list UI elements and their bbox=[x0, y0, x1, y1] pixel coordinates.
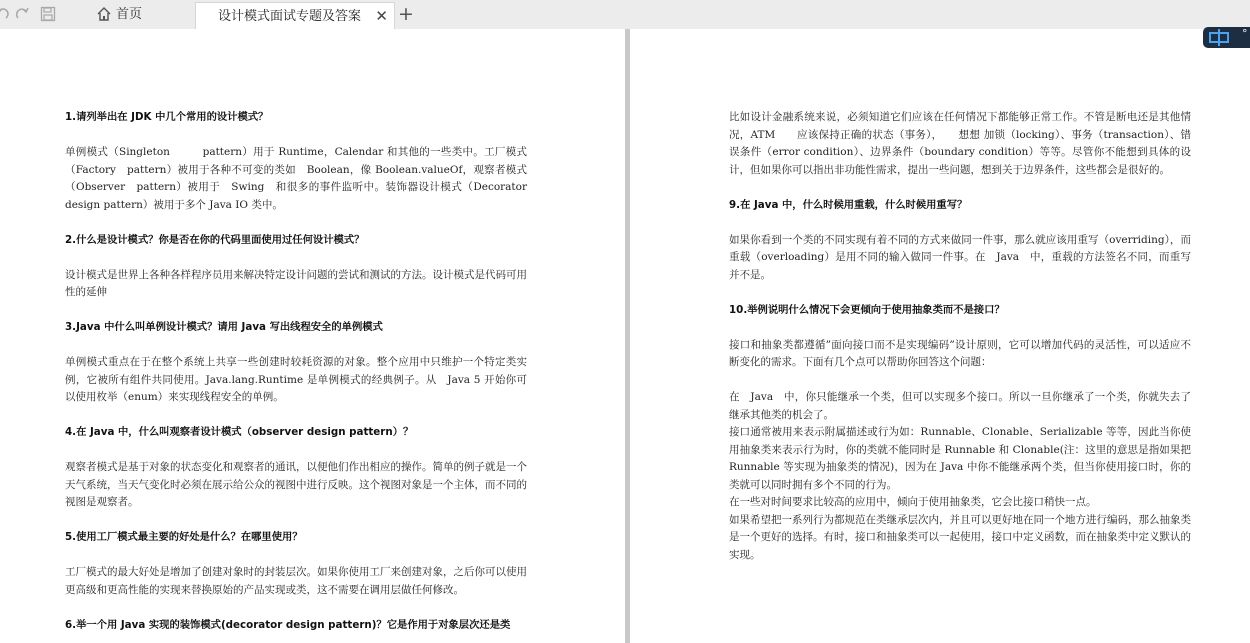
home-icon bbox=[96, 6, 112, 22]
new-tab-button[interactable]: + bbox=[398, 3, 414, 25]
left-page-content bbox=[65, 109, 527, 634]
question-heading: 4.在 Java 中，什么叫观察者设计模式（observer design pattern）？ bbox=[65, 426, 414, 438]
tab-home[interactable] bbox=[86, 0, 192, 29]
paragraph: 设计模式是世界上各种各样程序员用来解决特定设计问题的尝试和测试的方法。设计模式是代码可用性的延伸 bbox=[65, 268, 527, 298]
paragraph: 工厂模式的最大好处是增加了创建对象时的封装层次。如果你使用工厂来创建对象，之后你可以使用更高级和更高性能的实现来替换原始的产品实现或类，这不需要在调用层做任何修改。 bbox=[65, 566, 527, 596]
floating-translate-widget[interactable] bbox=[1203, 27, 1250, 48]
question-heading: 2.什么是设计模式？你是否在你的代码里面使用过任何设计模式？ bbox=[65, 233, 365, 246]
paragraph: 单例模式（Singleton pattern）用于 Runtime，Calendar 和其他的一些类中。工厂模式（Factory pattern）被用于各种不可变的类如 Boolean，像 Boolean.valueOf，观察者模式（Observer pattern）被用于 Swing 和很多的事件监听中。装饰器设计模式（Decorator design pattern）被用于多个 Java IO 类中。 bbox=[65, 146, 527, 211]
question-heading: 6.举一个用 Java 实现的装饰模式(decorator design pattern)？它是作用于对象层次还是类 bbox=[65, 618, 511, 631]
paragraph: 如果你看到一个类的不同实现有着不同的方式来做同一件事，那么就应该用重写（overriding），而重载（overloading）是用不同的输入做同一件事。在 Java 中，重载的方法签名不同，而重写并不是。 bbox=[729, 233, 1191, 281]
document-page-left bbox=[0, 29, 625, 643]
widget-mark: ° bbox=[1242, 27, 1248, 40]
question-heading: 1.请列举出在 JDK 中几个常用的设计模式？ bbox=[65, 111, 269, 123]
tab-document[interactable] bbox=[195, 2, 395, 31]
document-page-right bbox=[630, 29, 1250, 643]
redo-icon[interactable] bbox=[14, 6, 30, 24]
paragraph: 在 Java 中，你只能继承一个类，但可以实现多个接口。所以一旦你继承了一个类，你就失去了继承其他类的机会了。 bbox=[729, 391, 1191, 421]
question-heading: 9.在 Java 中，什么时候用重载，什么时候用重写？ bbox=[729, 198, 968, 211]
question-heading: 5.使用工厂模式最主要的好处是什么？在哪里使用？ bbox=[65, 531, 303, 543]
paragraph: 在一些对时间要求比较高的应用中，倾向于使用抽象类，它会比接口稍快一点。 bbox=[729, 496, 1097, 508]
tab-bar bbox=[0, 0, 1250, 30]
close-tab-icon[interactable]: ✕ bbox=[375, 7, 388, 25]
undo-icon[interactable] bbox=[0, 6, 10, 24]
save-icon[interactable] bbox=[40, 6, 56, 24]
translate-icon bbox=[1208, 28, 1230, 47]
tab-document-label: 设计模式面试专题及答案 bbox=[218, 9, 362, 24]
tab-home-label: 首页 bbox=[116, 7, 143, 22]
paragraph: 接口通常被用来表示附属描述或行为如：Runnable、Clonable、Serializable 等等，因此当你使用抽象类来表示行为时，你的类就不能同时是 Runnable 和 Clonable(注：这里的意思是指如果把 Runnable 等实现为抽象类的情况)，因为在 Java 中你不能继承两个类，但当你使用接口时，你的类就可以同时拥有多个不同的行为。 bbox=[729, 426, 1191, 491]
paragraph: 如果希望把一系列行为都规范在类继承层次内，并且可以更好地在同一个地方进行编码，那么抽象类是一个更好的选择。有时，接口和抽象类可以一起使用，接口中定义函数，而在抽象类中定义默认的实现。 bbox=[729, 513, 1191, 561]
paragraph: 接口和抽象类都遵循”面向接口而不是实现编码”设计原则，它可以增加代码的灵活性，可以适应不断变化的需求。下面有几个点可以帮助你回答这个问题： bbox=[729, 338, 1191, 368]
question-heading: 10.举例说明什么情况下会更倾向于使用抽象类而不是接口？ bbox=[729, 303, 1005, 316]
paragraph: 单例模式重点在于在整个系统上共享一些创建时较耗资源的对象。整个应用中只维护一个特定类实例，它被所有组件共同使用。Java.lang.Runtime 是单例模式的经典例子。从 Java 5 开始你可以使用枚举（enum）来实现线程安全的单例。 bbox=[65, 356, 527, 403]
paragraph: 比如设计金融系统来说，必须知道它们应该在任何情况下都能够正常工作。不管是断电还是其他情况，ATM 应该保持正确的状态（事务）， 想想 加锁（locking）、事务（transaction）、错误条件（error condition）、边界条件（boundary condition）等等。尽管你不能想到具体的设计，但如果你可以指出非功能性需求，提出一些问题，想到关于边界条件，这些都会是很好的。 bbox=[729, 111, 1191, 176]
right-page-content bbox=[729, 109, 1191, 564]
paragraph: 观察者模式是基于对象的状态变化和观察者的通讯，以便他们作出相应的操作。简单的例子就是一个天气系统，当天气变化时必须在展示给公众的视图中进行反映。这个视图对象是一个主体，而不同的视图是观察者。 bbox=[65, 461, 527, 508]
question-heading: 3.Java 中什么叫单例设计模式？请用 Java 写出线程安全的单例模式 bbox=[65, 321, 383, 333]
